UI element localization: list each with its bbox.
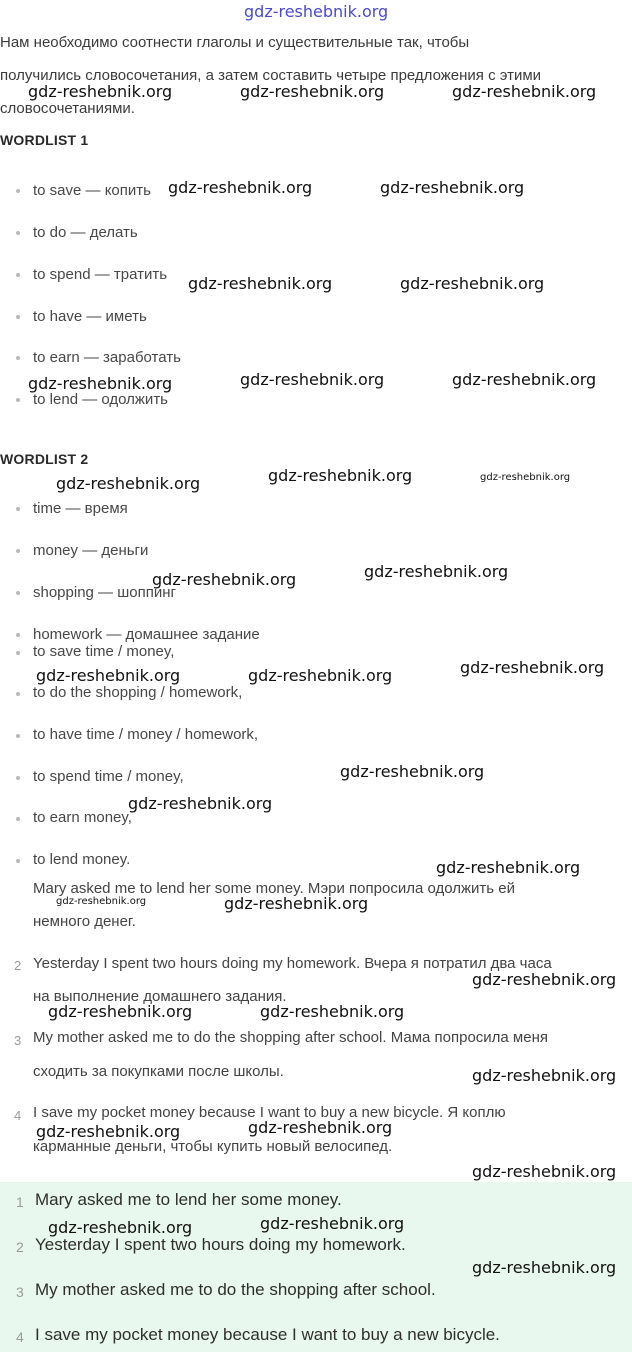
intro-line-3: словосочетаниями. xyxy=(0,100,135,117)
list-item: shopping — шоппинг xyxy=(33,584,176,601)
list-item: to save — копить xyxy=(33,182,151,199)
watermark: gdz-reshebnik.org xyxy=(56,896,147,907)
bullet-icon xyxy=(16,507,20,511)
header-watermark: gdz-reshebnik.org xyxy=(244,2,389,21)
sentence-4-number: 4 xyxy=(14,1108,22,1123)
watermark: gdz-reshebnik.org xyxy=(188,274,333,293)
watermark: gdz-reshebnik.org xyxy=(28,82,173,101)
watermark: gdz-reshebnik.org xyxy=(460,658,605,677)
list-item: money — деньги xyxy=(33,542,149,559)
watermark: gdz-reshebnik.org xyxy=(36,1122,181,1141)
list-item: to lend — одолжить xyxy=(33,391,168,408)
watermark: gdz-reshebnik.org xyxy=(36,666,181,685)
watermark: gdz-reshebnik.org xyxy=(480,472,571,483)
bullet-icon xyxy=(16,398,20,402)
watermark: gdz-reshebnik.org xyxy=(380,178,525,197)
sentence-3-number: 3 xyxy=(14,1033,22,1048)
list-item: to do — делать xyxy=(33,224,138,241)
answer-4-text: I save my pocket money because I want to buy a new bicycle. xyxy=(35,1325,500,1344)
bullet-icon xyxy=(16,859,20,863)
answer-2-number: 2 xyxy=(16,1239,24,1255)
watermark: gdz-reshebnik.org xyxy=(452,82,597,101)
answer-1-text: Mary asked me to lend her some money. xyxy=(35,1190,342,1209)
sentence-2-line-2: на выполнение домашнего задания. xyxy=(33,988,287,1005)
bullet-icon xyxy=(16,734,20,738)
bullet-icon xyxy=(16,817,20,821)
watermark: gdz-reshebnik.org xyxy=(128,794,273,813)
answer-3-number: 3 xyxy=(16,1284,24,1300)
watermark: gdz-reshebnik.org xyxy=(248,666,393,685)
collocation-item: to spend time / money, xyxy=(33,768,184,785)
watermark: gdz-reshebnik.org xyxy=(340,762,485,781)
watermark: gdz-reshebnik.org xyxy=(268,466,413,485)
sentence-2-number: 2 xyxy=(14,958,22,973)
bullet-icon xyxy=(16,315,20,319)
watermark: gdz-reshebnik.org xyxy=(48,1002,193,1021)
answer-2-text: Yesterday I spent two hours doing my homework. xyxy=(35,1235,406,1254)
watermark: gdz-reshebnik.org xyxy=(28,374,173,393)
collocation-item: to earn money, xyxy=(33,809,132,826)
collocation-item: to do the shopping / homework, xyxy=(33,684,243,701)
sentence-1-line-2: немного денег. xyxy=(33,913,136,930)
watermark: gdz-reshebnik.org xyxy=(224,894,369,913)
watermark: gdz-reshebnik.org xyxy=(152,570,297,589)
watermark: gdz-reshebnik.org xyxy=(364,562,509,581)
watermark: gdz-reshebnik.org xyxy=(168,178,313,197)
sentence-4-line-2: карманные деньги, чтобы купить новый велосипед. xyxy=(33,1138,393,1155)
bullet-icon xyxy=(16,189,20,193)
watermark: gdz-reshebnik.org xyxy=(260,1214,405,1233)
intro-line-1: Нам необходимо соотнести глаголы и существительные так, чтобы xyxy=(0,34,470,51)
list-item: time — время xyxy=(33,500,128,517)
collocation-item: to have time / money / homework, xyxy=(33,726,259,743)
watermark: gdz-reshebnik.org xyxy=(436,858,581,877)
bullet-icon xyxy=(16,231,20,235)
list-item: to spend — тратить xyxy=(33,266,168,283)
answer-3-text: My mother asked me to do the shopping after school. xyxy=(35,1280,436,1299)
bullet-icon xyxy=(16,356,20,360)
wordlist-2-heading: WORDLIST 2 xyxy=(0,451,89,467)
bullet-icon xyxy=(16,549,20,553)
collocation-item: to lend money. xyxy=(33,851,131,868)
watermark: gdz-reshebnik.org xyxy=(248,1118,393,1137)
wordlist-1-heading: WORDLIST 1 xyxy=(0,132,89,148)
sentence-3-line-2: сходить за покупками после школы. xyxy=(33,1063,284,1080)
watermark: gdz-reshebnik.org xyxy=(48,1218,193,1237)
list-item: homework — домашнее задание xyxy=(33,626,260,643)
watermark: gdz-reshebnik.org xyxy=(472,1162,617,1181)
answer-4-number: 4 xyxy=(16,1329,24,1345)
watermark: gdz-reshebnik.org xyxy=(56,474,201,493)
bullet-icon xyxy=(16,651,20,655)
watermark: gdz-reshebnik.org xyxy=(260,1002,405,1021)
list-item: to have — иметь xyxy=(33,308,147,325)
collocation-item: to save time / money, xyxy=(33,643,175,660)
sentence-1-line-1: Mary asked me to lend her some money. Мэри попросила одолжить ей xyxy=(33,880,515,897)
bullet-icon xyxy=(16,591,20,595)
watermark: gdz-reshebnik.org xyxy=(472,970,617,989)
watermark: gdz-reshebnik.org xyxy=(240,370,385,389)
bullet-icon xyxy=(16,692,20,696)
watermark: gdz-reshebnik.org xyxy=(240,82,385,101)
bullet-icon xyxy=(16,273,20,277)
watermark: gdz-reshebnik.org xyxy=(472,1258,617,1277)
sentence-2-line-1: Yesterday I spent two hours doing my homework. Вчера я потратил два часа xyxy=(33,955,552,972)
watermark: gdz-reshebnik.org xyxy=(452,370,597,389)
sentence-4-line-1: I save my pocket money because I want to buy a new bicycle. Я коплю xyxy=(33,1104,506,1121)
list-item: to earn — заработать xyxy=(33,349,181,366)
watermark: gdz-reshebnik.org xyxy=(400,274,545,293)
intro-line-2: получились словосочетания, а затем составить четыре предложения с этими xyxy=(0,67,542,84)
watermark: gdz-reshebnik.org xyxy=(472,1066,617,1085)
bullet-icon xyxy=(16,776,20,780)
answer-1-number: 1 xyxy=(16,1194,24,1210)
sentence-3-line-1: My mother asked me to do the shopping after school. Мама попросила меня xyxy=(33,1029,548,1046)
bullet-icon xyxy=(16,633,20,637)
